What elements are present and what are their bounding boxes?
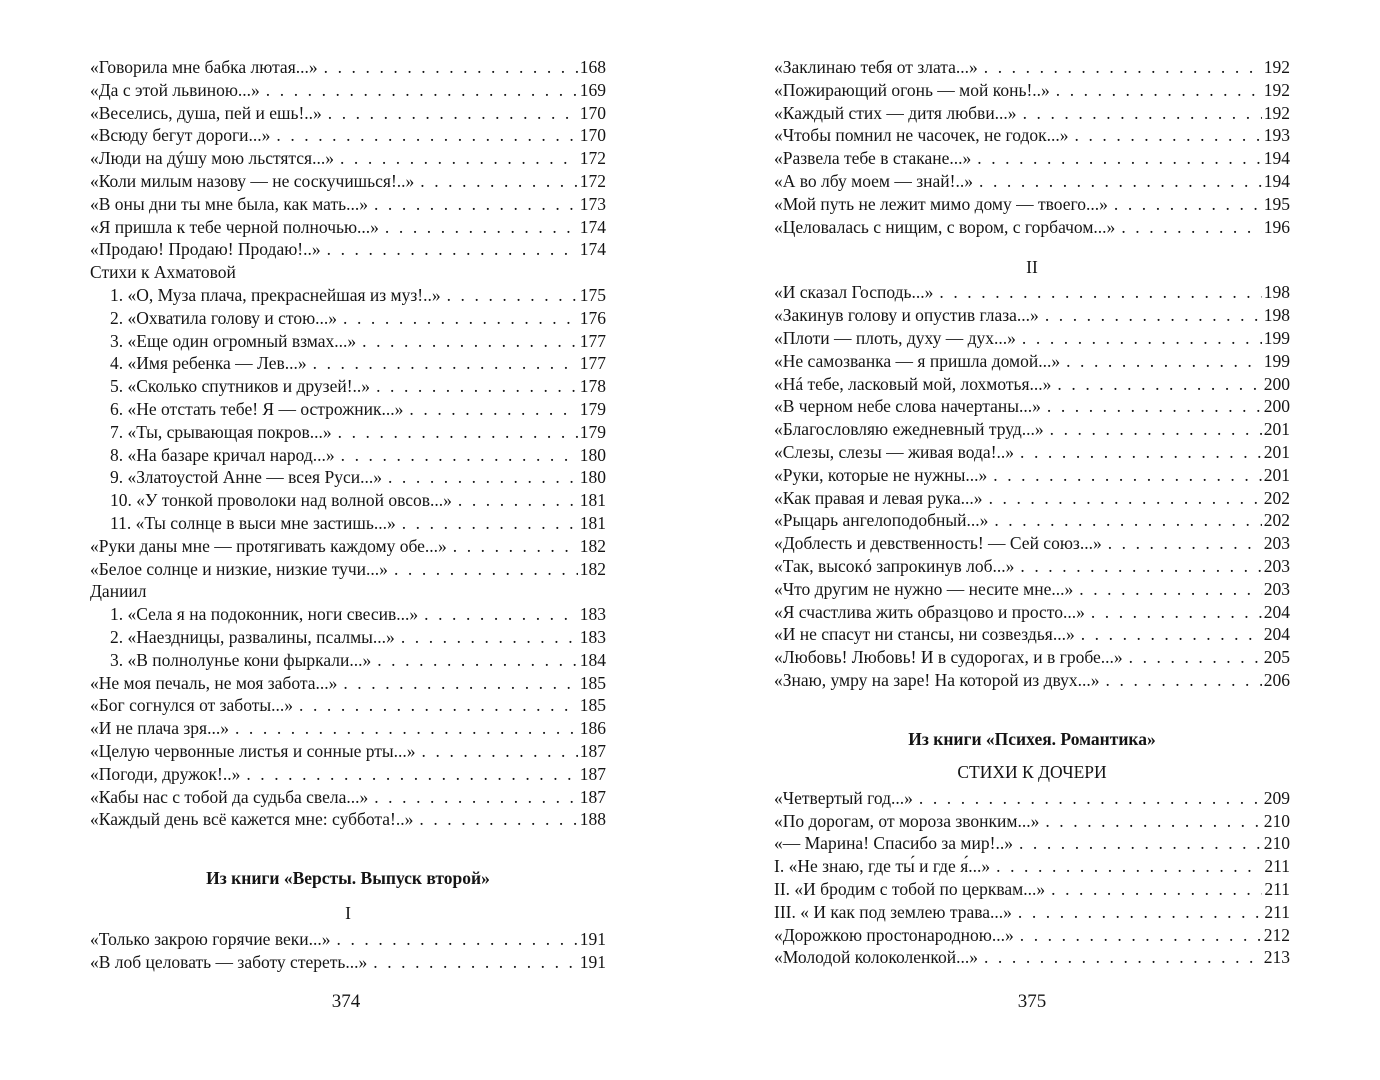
- dot-leader: [1091, 601, 1262, 624]
- toc-entry-title: «Так, высокó запрокинув лоб...»: [774, 555, 1015, 576]
- toc-entry: [774, 350, 1290, 373]
- dot-leader: [324, 56, 578, 79]
- dot-leader: [1079, 578, 1261, 601]
- toc-entry: [90, 694, 606, 717]
- toc-entry-page: 198: [1263, 305, 1290, 326]
- toc-entry-title: I. «Не знаю, где ты́ и где я́...»: [774, 856, 991, 877]
- section-label: II: [1026, 257, 1038, 278]
- toc-entry: [774, 855, 1290, 878]
- toc-entry: [90, 466, 606, 489]
- toc-entry-title: «Что другим не нужно — несите мне...»: [774, 578, 1074, 599]
- toc-entry: [90, 398, 606, 421]
- toc-entry-page: 183: [579, 626, 606, 647]
- page-number: 375: [1017, 991, 1047, 1012]
- dot-leader: [458, 489, 578, 512]
- toc-block: [90, 284, 606, 535]
- toc-entry: [90, 740, 606, 763]
- toc-entry-page: 177: [579, 353, 606, 374]
- dot-leader: [1075, 124, 1262, 147]
- dot-leader: [984, 56, 1262, 79]
- dot-leader: [1051, 878, 1262, 901]
- toc-entry: [90, 56, 606, 79]
- toc-entry-page: 194: [1263, 148, 1290, 169]
- dot-leader: [373, 951, 578, 974]
- dot-leader: [979, 170, 1262, 193]
- dot-leader: [401, 626, 578, 649]
- dot-leader: [984, 946, 1262, 969]
- toc-entry-title: «Пожирающий огонь — мой конь!..»: [774, 79, 1050, 100]
- toc-entry: [90, 951, 606, 974]
- toc-entry-title: «Слезы, слезы — живая вода!..»: [774, 441, 1015, 462]
- dot-leader: [376, 375, 578, 398]
- toc-entry-page: 203: [1263, 578, 1290, 599]
- book-heading: Из книги «Психея. Романтика»: [908, 728, 1156, 749]
- toc-entry: [774, 147, 1290, 170]
- toc-entry-title: «Да с этой львиною...»: [90, 79, 260, 100]
- toc-entry: [774, 281, 1290, 304]
- toc-block: [774, 281, 1290, 691]
- toc-entry-title: «Благословляю ежедневный труд...»: [774, 419, 1044, 440]
- toc-entry-title: «Кабы нас с тобой да судьба свела...»: [90, 786, 369, 807]
- dot-leader: [402, 512, 578, 535]
- dot-leader: [420, 170, 577, 193]
- dot-leader: [377, 649, 578, 672]
- dot-leader: [327, 238, 578, 261]
- toc-block: [90, 535, 606, 581]
- toc-entry-page: 202: [1263, 487, 1290, 508]
- toc-entry-page: 212: [1263, 924, 1290, 945]
- toc-entry: [90, 535, 606, 558]
- toc-entry: [774, 646, 1290, 669]
- toc-entry-title: «Не самозванка — я пришла домой...»: [774, 350, 1061, 371]
- toc-entry-title: «В лоб целовать — заботу стереть...»: [90, 951, 368, 972]
- toc-entry-page: 204: [1263, 601, 1290, 622]
- dot-leader: [1047, 395, 1262, 418]
- dot-leader: [374, 786, 578, 809]
- toc-entry: [90, 79, 606, 102]
- toc-entry-title: «Руки даны мне — протягивать каждому обе...»: [90, 535, 447, 556]
- toc-entry: [90, 626, 606, 649]
- dot-leader: [338, 421, 578, 444]
- toc-entry-page: 203: [1263, 555, 1290, 576]
- dot-leader: [1020, 555, 1261, 578]
- toc-entry-page: 170: [579, 125, 606, 146]
- toc-entry-title: «Бог согнулся от заботы...»: [90, 695, 293, 716]
- toc-entry-page: 192: [1263, 57, 1290, 77]
- toc-entry-page: 206: [1263, 669, 1290, 690]
- toc-entry-page: 181: [579, 512, 606, 533]
- toc-entry-page: 201: [1263, 441, 1290, 462]
- dot-leader: [977, 147, 1262, 170]
- page-number: 374: [331, 991, 361, 1012]
- dot-leader: [1121, 216, 1261, 239]
- toc-entry-page: 199: [1263, 327, 1290, 348]
- toc-entry-page: 192: [1263, 102, 1290, 123]
- toc-entry: [774, 601, 1290, 624]
- toc-entry: [774, 373, 1290, 396]
- toc-entry-page: 209: [1263, 787, 1290, 808]
- toc-entry-title: «Знаю, умру на заре! На которой из двух...»: [774, 669, 1100, 690]
- toc-entry-title: 6. «Не отстать тебе! Я — острожник...»: [110, 398, 404, 419]
- toc-entry: [90, 489, 606, 512]
- dot-leader: [266, 79, 578, 102]
- toc-entry-title: 5. «Сколько спутников и друзей!..»: [110, 376, 371, 397]
- toc-entry: [90, 928, 606, 951]
- toc-entry-title: «Мой путь не лежит мимо дому — твоего...»: [774, 193, 1108, 214]
- dot-leader: [919, 787, 1262, 810]
- toc-entry-page: 187: [579, 763, 606, 784]
- toc-entry-page: 201: [1263, 419, 1290, 440]
- dot-leader: [299, 694, 578, 717]
- dot-leader: [993, 464, 1261, 487]
- dot-leader: [343, 307, 578, 330]
- dot-leader: [1045, 304, 1262, 327]
- section-label: I: [345, 903, 351, 924]
- toc-entry-page: 185: [579, 672, 606, 693]
- toc-entry-title: «В оны дни ты мне была, как мать...»: [90, 193, 368, 214]
- toc-entry: [774, 946, 1290, 969]
- dot-leader: [313, 352, 578, 375]
- toc-entry-page: 183: [579, 604, 606, 625]
- toc-entry-title: «Не моя печаль, не моя забота...»: [90, 672, 338, 693]
- toc-entry-title: 1. «О, Муза плача, прекраснейшая из муз!..»: [110, 284, 441, 305]
- toc-entry-page: 210: [1263, 833, 1290, 854]
- toc-entry-title: 4. «Имя ребенка — Лев...»: [110, 353, 307, 374]
- toc-entry-title: «Рыцарь ангелоподобный...»: [774, 510, 989, 531]
- toc-entry-title: 3. «Еще один огромный взмах...»: [110, 330, 357, 351]
- toc-entry-title: «Любовь! Любовь! И в судорогах, и в гробе...»: [774, 647, 1123, 668]
- toc-entry: [90, 102, 606, 125]
- toc-entry-page: 180: [579, 467, 606, 488]
- toc-entry-title: III. « И как под землею трава...»: [774, 901, 1012, 922]
- toc-entry-page: 174: [579, 239, 606, 260]
- toc-entry-page: 203: [1263, 533, 1290, 554]
- toc-entry-title: «Целую червонные листья и сонные рты...»: [90, 740, 416, 761]
- dot-leader: [939, 281, 1261, 304]
- toc-entry: [90, 352, 606, 375]
- toc-entry-page: 196: [1263, 216, 1290, 237]
- toc-entry-title: «Всюду бегут дороги...»: [90, 125, 271, 146]
- toc-entry-title: «А во лбу моем — знай!..»: [774, 170, 973, 191]
- toc-entry-title: «Погоди, дружок!..»: [90, 763, 241, 784]
- toc-entry-title: 3. «В полнолунье кони фыркали...»: [110, 649, 372, 670]
- dot-leader: [419, 808, 577, 831]
- toc-entry-title: «Плоти — плоть, духу — дух...»: [774, 327, 1016, 348]
- dot-leader: [1108, 532, 1262, 555]
- toc-entry-title: «— Марина! Спасибо за мир!..»: [774, 833, 1013, 854]
- toc-entry-page: 191: [579, 951, 606, 972]
- toc-entry-title: «В черном небе слова начертаны...»: [774, 396, 1041, 417]
- dot-leader: [1057, 373, 1261, 396]
- toc-entry: [90, 512, 606, 535]
- dot-leader: [447, 284, 578, 307]
- toc-entry-title: «Чтобы помнил не часочек, не годок...»: [774, 125, 1069, 146]
- dot-leader: [340, 147, 578, 170]
- toc-group-title: Даниил: [90, 581, 147, 602]
- toc-entry-page: 179: [579, 421, 606, 442]
- toc-entry-title: 1. «Села я на подоконник, ноги свесив...»: [110, 604, 419, 625]
- toc-entry: [90, 786, 606, 809]
- toc-block: [90, 603, 606, 671]
- dot-leader: [235, 717, 578, 740]
- toc-entry-title: «Нá тебе, ласковый мой, лохмотья...»: [774, 373, 1052, 394]
- toc-entry-page: 211: [1264, 856, 1290, 877]
- toc-entry-title: «И сказал Господь...»: [774, 282, 934, 303]
- toc-entry-page: 184: [579, 649, 606, 670]
- toc-entry-page: 202: [1263, 510, 1290, 531]
- toc-entry-page: 169: [579, 79, 606, 100]
- toc-entry: [774, 832, 1290, 855]
- book-heading: Из книги «Версты. Выпуск второй»: [206, 868, 490, 889]
- toc-entry-page: 187: [579, 786, 606, 807]
- toc-entry-page: 182: [579, 558, 606, 579]
- dot-leader: [1056, 79, 1262, 102]
- toc-entry: [774, 216, 1290, 239]
- toc-entry: [774, 810, 1290, 833]
- toc-entry-page: 210: [1263, 810, 1290, 831]
- toc-entry-title: «Я пришла к тебе черной полночью...»: [90, 216, 379, 237]
- toc-entry-page: 172: [579, 170, 606, 191]
- toc-entry: [774, 79, 1290, 102]
- dot-leader: [1066, 350, 1262, 373]
- toc-entry-title: «Люди на дýшу мою льстятся...»: [90, 148, 334, 169]
- toc-entry: [774, 170, 1290, 193]
- toc-entry-title: 8. «На базаре кричал народ...»: [110, 444, 335, 465]
- toc-entry-title: «Закинув голову и опустив глаза...»: [774, 305, 1039, 326]
- dot-leader: [1106, 669, 1262, 692]
- toc-entry: [90, 238, 606, 261]
- dot-leader: [424, 603, 578, 626]
- toc-entry-page: 194: [1263, 170, 1290, 191]
- dot-leader: [362, 330, 578, 353]
- toc-entry: [90, 330, 606, 353]
- toc-entry: [774, 901, 1290, 924]
- toc-entry: [774, 578, 1290, 601]
- toc-entry: [774, 304, 1290, 327]
- dot-leader: [276, 124, 577, 147]
- toc-entry-title: 9. «Златоустой Анне — всея Руси...»: [110, 467, 382, 488]
- toc-entry: [90, 375, 606, 398]
- toc-entry-title: «И не плача зря...»: [90, 718, 229, 739]
- toc-entry-page: 201: [1263, 464, 1290, 485]
- toc-entry: [90, 763, 606, 786]
- toc-entry: [774, 487, 1290, 510]
- toc-entry-title: «Доблесть и девственность! — Сей союз...»: [774, 533, 1102, 554]
- right-page: [774, 56, 1290, 969]
- toc-entry-page: 174: [579, 216, 606, 237]
- toc-entry-page: 213: [1263, 947, 1290, 968]
- toc-entry: [774, 532, 1290, 555]
- dot-leader: [453, 535, 578, 558]
- toc-entry: [774, 441, 1290, 464]
- dot-leader: [394, 558, 578, 581]
- dot-leader: [385, 216, 578, 239]
- toc-entry-page: 182: [579, 535, 606, 556]
- toc-entry: [90, 147, 606, 170]
- toc-entry: [774, 924, 1290, 947]
- toc-entry: [774, 327, 1290, 350]
- toc-entry: [90, 558, 606, 581]
- toc-entry-page: 173: [579, 193, 606, 214]
- toc-entry-page: 186: [579, 718, 606, 739]
- toc-entry-page: 188: [579, 809, 606, 830]
- toc-entry-page: 187: [579, 740, 606, 761]
- toc-entry: [774, 787, 1290, 810]
- toc-entry-page: 211: [1264, 901, 1290, 922]
- toc-entry: [90, 193, 606, 216]
- toc-entry-page: 180: [579, 444, 606, 465]
- toc-entry-page: 181: [579, 490, 606, 511]
- toc-entry: [90, 307, 606, 330]
- dot-leader: [409, 398, 577, 421]
- dot-leader: [1022, 327, 1262, 350]
- dot-leader: [1023, 102, 1262, 125]
- toc-entry-title: «И не спасут ни стансы, ни созвездья...»: [774, 624, 1075, 645]
- toc-entry-title: II. «И бродим с тобой по церквам...»: [774, 878, 1046, 899]
- toc-entry-page: 185: [579, 695, 606, 716]
- dot-leader: [996, 855, 1262, 878]
- toc-entry-title: 2. «Охватила голову и стою...»: [110, 307, 338, 328]
- toc-block: [774, 787, 1290, 969]
- dot-leader: [1020, 441, 1262, 464]
- toc-entry-page: 176: [579, 307, 606, 328]
- dot-leader: [1081, 623, 1262, 646]
- dot-leader: [1050, 418, 1262, 441]
- toc-entry-page: 204: [1263, 624, 1290, 645]
- toc-entry: [774, 555, 1290, 578]
- toc-entry-page: 170: [579, 102, 606, 123]
- toc-entry: [774, 193, 1290, 216]
- toc-entry-title: 10. «У тонкой проволоки над волной овсов...»: [110, 490, 452, 511]
- toc-entry-page: 191: [579, 929, 606, 950]
- dot-leader: [328, 102, 578, 125]
- toc-entry: [90, 124, 606, 147]
- toc-entry: [90, 444, 606, 467]
- dot-leader: [388, 466, 578, 489]
- toc-entry: [774, 623, 1290, 646]
- dot-leader: [422, 740, 578, 763]
- toc-entry-page: 168: [579, 57, 606, 77]
- toc-block: [90, 928, 606, 974]
- toc-entry-title: «Коли милым назову — не соскучишься!..»: [90, 170, 415, 191]
- toc-entry: [90, 672, 606, 695]
- dot-leader: [994, 509, 1261, 532]
- section-subheading: СТИХИ К ДОЧЕРИ: [957, 761, 1107, 782]
- toc-block: [90, 56, 606, 261]
- dot-leader: [1018, 901, 1262, 924]
- toc-entry: [774, 102, 1290, 125]
- toc-entry-page: 172: [579, 148, 606, 169]
- toc-entry-title: «Белое солнце и низкие, низкие тучи...»: [90, 558, 388, 579]
- toc-entry: [90, 808, 606, 831]
- toc-entry: [90, 170, 606, 193]
- dot-leader: [1114, 193, 1262, 216]
- toc-entry-title: «Заклинаю тебя от злата...»: [774, 57, 978, 77]
- toc-entry-title: «Четвертый год...»: [774, 787, 913, 808]
- toc-entry: [774, 56, 1290, 79]
- toc-group-title: Стихи к Ахматовой: [90, 262, 236, 283]
- toc-entry: [774, 669, 1290, 692]
- toc-entry-page: 192: [1263, 79, 1290, 100]
- toc-entry-title: «Веселись, душа, пей и ешь!..»: [90, 102, 322, 123]
- toc-entry-page: 211: [1264, 878, 1290, 899]
- dot-leader: [1045, 810, 1261, 833]
- toc-entry: [774, 464, 1290, 487]
- toc-entry-title: «Молодой колоколенкой...»: [774, 947, 978, 968]
- toc-entry-page: 177: [579, 330, 606, 351]
- toc-entry-title: «Каждый день всё кажется мне: суббота!..»: [90, 809, 414, 830]
- toc-entry-page: 198: [1263, 282, 1290, 303]
- toc-entry-page: 199: [1263, 350, 1290, 371]
- toc-block: [90, 672, 606, 832]
- toc-entry-title: «По дорогам, от мороза звонким...»: [774, 810, 1040, 831]
- dot-leader: [341, 444, 578, 467]
- toc-entry: [90, 717, 606, 740]
- dot-leader: [374, 193, 578, 216]
- dot-leader: [1129, 646, 1262, 669]
- toc-entry-title: «Целовалась с нищим, с вором, с горбачом...»: [774, 216, 1116, 237]
- dot-leader: [1020, 924, 1262, 947]
- toc-entry-title: «Дорожкою простонародною...»: [774, 924, 1014, 945]
- toc-entry-title: «Продаю! Продаю! Продаю!..»: [90, 239, 321, 260]
- toc-entry-title: 11. «Ты солнце в выси мне застишь...»: [110, 512, 396, 533]
- dot-leader: [1019, 832, 1262, 855]
- toc-entry-page: 200: [1263, 396, 1290, 417]
- toc-entry-page: 175: [579, 284, 606, 305]
- toc-entry-page: 179: [579, 398, 606, 419]
- toc-entry-title: «Каждый стих — дитя любви...»: [774, 102, 1017, 123]
- toc-entry-title: 2. «Наездницы, развалины, псалмы...»: [110, 626, 395, 647]
- toc-entry-title: «Только закрою горячие веки...»: [90, 929, 331, 950]
- toc-entry-title: 7. «Ты, срывающая покров...»: [110, 421, 332, 442]
- toc-entry-title: «Говорила мне бабка лютая...»: [90, 57, 318, 77]
- dot-leader: [337, 928, 578, 951]
- toc-entry-title: «Руки, которые не нужны...»: [774, 464, 988, 485]
- toc-entry-page: 178: [579, 376, 606, 397]
- toc-entry: [774, 124, 1290, 147]
- toc-entry: [774, 395, 1290, 418]
- toc-entry-page: 200: [1263, 373, 1290, 394]
- toc-block: [774, 56, 1290, 238]
- toc-entry-title: «Как правая и левая рука...»: [774, 487, 983, 508]
- toc-entry: [774, 509, 1290, 532]
- toc-entry: [90, 649, 606, 672]
- toc-entry: [90, 216, 606, 239]
- dot-leader: [343, 672, 577, 695]
- toc-entry-title: «Развела тебе в стакане...»: [774, 148, 972, 169]
- toc-entry: [774, 418, 1290, 441]
- dot-leader: [989, 487, 1262, 510]
- toc-entry-title: «Я счастлива жить образцово и просто...»: [774, 601, 1085, 622]
- toc-entry: [90, 603, 606, 626]
- toc-entry: [90, 421, 606, 444]
- toc-entry-page: 195: [1263, 193, 1290, 214]
- toc-entry-page: 205: [1263, 647, 1290, 668]
- left-page: [90, 56, 606, 974]
- dot-leader: [246, 763, 577, 786]
- toc-entry-page: 193: [1263, 125, 1290, 146]
- toc-entry: [90, 284, 606, 307]
- toc-entry: [774, 878, 1290, 901]
